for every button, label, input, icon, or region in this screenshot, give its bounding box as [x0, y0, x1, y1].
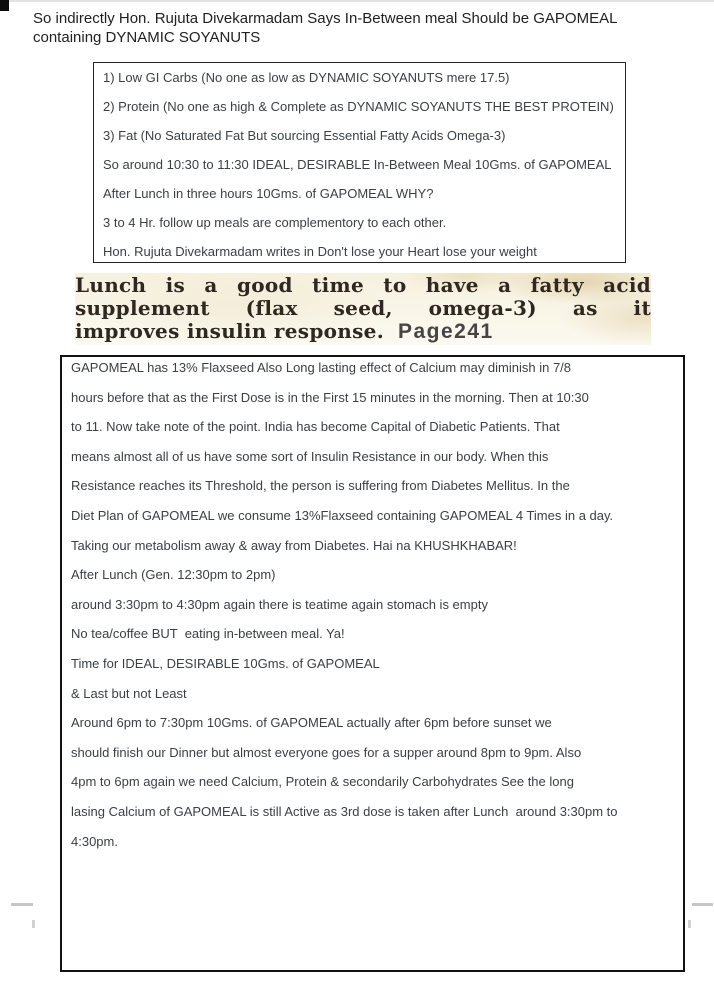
scan-text-line: [75, 320, 651, 343]
scan-text: improves insulin response.: [75, 319, 384, 343]
text-line: After Lunch in three hours 10Gms. of GAPOMEAL WHY?: [103, 186, 434, 201]
text-line: 4pm to 6pm again we need Calcium, Protein & secondarily Carbohydrates See the long: [71, 774, 574, 790]
text-line: to 11. Now take note of the point. India has become Capital of Diabetic Patients. That: [71, 419, 560, 435]
text-line: Hon. Rujuta Divekarmadam writes in Don't lose your Heart lose your weight: [103, 244, 537, 259]
corner-mark: [0, 0, 9, 11]
crop-mark-dash-left: [11, 903, 33, 906]
scan-text-line: Lunch is a good time to have a fatty acid: [75, 273, 651, 297]
detail-box: [60, 355, 685, 972]
text-line: 3 to 4 Hr. follow up meals are complementory to each other.: [103, 215, 447, 230]
text-line: GAPOMEAL has 13% Flaxseed Also Long lasting effect of Calcium may diminish in 7/8: [71, 360, 572, 375]
crop-mark-tick-left: [32, 920, 35, 928]
book-scan-image: [75, 273, 651, 345]
summary-box-lines: [103, 63, 619, 266]
detail-box-lines: [71, 353, 677, 856]
summary-box: [93, 62, 626, 263]
text-line: 1) Low GI Carbs (No one as low as DYNAMIC SOYANUTS mere 17.5): [103, 70, 510, 85]
text-line: Time for IDEAL, DESIRABLE 10Gms. of GAPOMEAL: [71, 655, 380, 671]
text-line: 4:30pm.: [71, 833, 118, 849]
top-edge-line: [0, 0, 714, 2]
crop-mark-dash-right: [692, 903, 713, 906]
text-line: After Lunch (Gen. 12:30pm to 2pm): [71, 567, 276, 583]
crop-mark-tick-right: [688, 920, 691, 928]
text-line: Taking our metabolism away & away from Diabetes. Hai na KHUSHKHABAR!: [71, 537, 517, 553]
text-line: lasing Calcium of GAPOMEAL is still Active as 3rd dose is taken after Lunch around 3:30pm to: [71, 803, 618, 819]
text-line: & Last but not Least: [71, 685, 187, 701]
text-line: hours before that as the First Dose is in the First 15 minutes in the morning. Then at 10:30: [71, 389, 589, 405]
text-line: 2) Protein (No one as high & Complete as DYNAMIC SOYANUTS THE BEST PROTEIN): [103, 99, 614, 114]
text-line: Diet Plan of GAPOMEAL we consume 13%Flaxseed containing GAPOMEAL 4 Times in a day.: [71, 507, 614, 523]
page-title: So indirectly Hon. Rujuta Divekarmadam Says In-Between meal Should be GAPOMEAL containing DYNAMIC SOYANUTS: [33, 10, 617, 46]
text-line: around 3:30pm to 4:30pm again there is teatime again stomach is empty: [71, 596, 488, 612]
text-line: Around 6pm to 7:30pm 10Gms. of GAPOMEAL actually after 6pm before sunset we: [71, 715, 552, 731]
page-reference: Page241: [397, 320, 494, 343]
text-line: No tea/coffee BUT eating in-between meal. Ya!: [71, 626, 345, 642]
scan-text-line: supplement (flax seed, omega-3) as it: [75, 296, 651, 320]
text-line: So around 10:30 to 11:30 IDEAL, DESIRABLE In-Between Meal 10Gms. of GAPOMEAL: [103, 157, 612, 172]
text-line: 3) Fat (No Saturated Fat But sourcing Essential Fatty Acids Omega-3): [103, 128, 506, 143]
text-line: means almost all of us have some sort of Insulin Resistance in our body. When this: [71, 448, 549, 464]
text-line: Resistance reaches its Threshold, the person is suffering from Diabetes Mellitus. In the: [71, 478, 570, 494]
text-line: should finish our Dinner but almost everyone goes for a supper around 8pm to 9pm. Also: [71, 744, 582, 760]
